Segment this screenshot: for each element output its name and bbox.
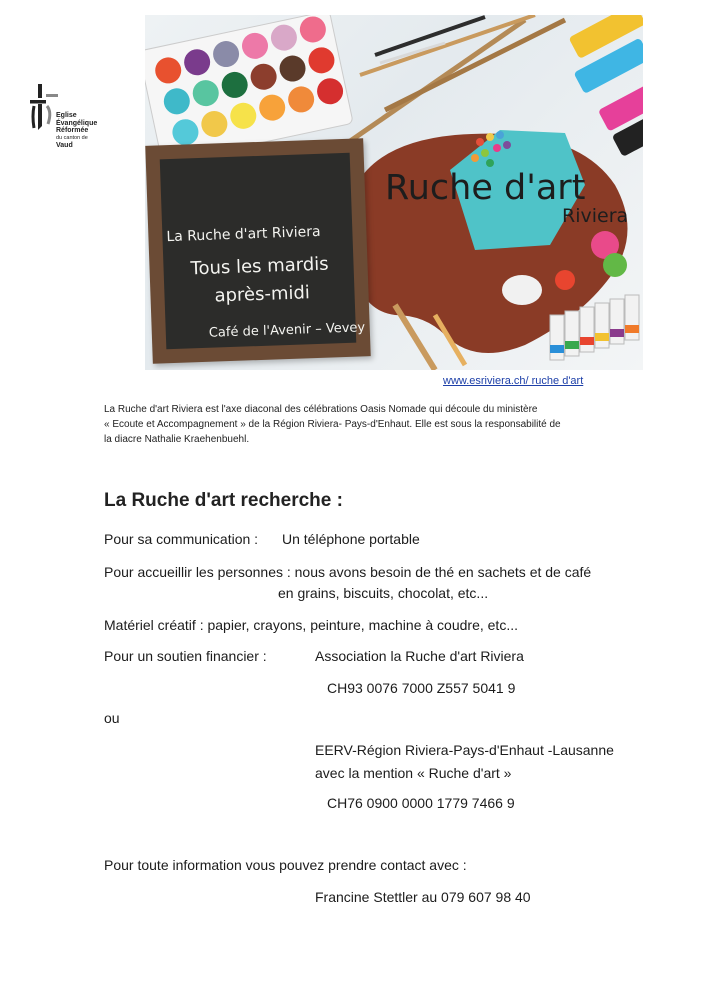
logo-line: du canton de xyxy=(56,134,88,141)
section-heading: La Ruche d'art recherche : xyxy=(104,490,343,511)
contact-person: Francine Stettler au 079 607 98 40 xyxy=(315,889,531,905)
board-schedule: Tous les mardis xyxy=(190,253,329,280)
board-title: La Ruche d'art Riviera xyxy=(166,223,321,246)
contact-intro: Pour toute information vous pouvez prendre contact avec : xyxy=(104,857,467,873)
logo-line: Évangélique xyxy=(56,119,98,127)
church-logo xyxy=(30,84,120,154)
intro-paragraph-line: « Ecoute et Accompagnement » de la Région Riviera- Pays-d'Enhaut. Elle est sous la responsabilité de xyxy=(104,419,561,430)
or-separator: ou xyxy=(104,710,120,726)
eerv-mention: avec la mention « Ruche d'art » xyxy=(315,765,512,781)
eerv-line: EERV-Région Riviera-Pays-d'Enhaut -Lausanne xyxy=(315,742,614,758)
soutien-association: Association la Ruche d'art Riviera xyxy=(315,648,524,664)
iban-1: CH93 0076 7000 Z557 5041 9 xyxy=(327,680,516,696)
board-schedule-2: après-midi xyxy=(214,282,311,307)
paint-tubes-icon xyxy=(568,15,643,157)
board-location: Café de l'Avenir – Vevey xyxy=(208,320,366,341)
logo-text xyxy=(56,112,97,150)
accueil-line-2: en grains, biscuits, chocolat, etc... xyxy=(278,585,489,601)
communication-label: Pour sa communication : xyxy=(104,531,259,547)
brand-subtitle: Riviera xyxy=(562,205,629,227)
communication-value: Un téléphone portable xyxy=(282,531,420,547)
flyer-image xyxy=(145,15,643,370)
chalkboard-surface xyxy=(160,153,366,350)
iban-2: CH76 0900 0000 1779 7466 9 xyxy=(327,795,515,811)
intro-paragraph-line: la diacre Nathalie Kraehenbuehl. xyxy=(104,434,250,445)
intro-paragraph-line: La Ruche d'art Riviera est l'axe diaconal des célébrations Oasis Nomade qui découle du ministère xyxy=(104,404,538,415)
brand-title: Ruche d'art xyxy=(385,168,586,208)
logo-line: Eglise xyxy=(56,112,77,119)
chalkboard xyxy=(145,138,370,363)
logo-line: Vaud xyxy=(56,142,73,149)
soutien-label: Pour un soutien financier : xyxy=(104,648,267,664)
logo-line: Réformée xyxy=(56,127,89,134)
materiel-line: Matériel créatif : papier, crayons, peinture, machine à coudre, etc... xyxy=(104,617,518,633)
website-link[interactable]: www.esriviera.ch/ ruche d'art xyxy=(443,375,584,387)
accueil-line: Pour accueillir les personnes : nous avons besoin de thé en sachets et de café xyxy=(104,564,592,580)
